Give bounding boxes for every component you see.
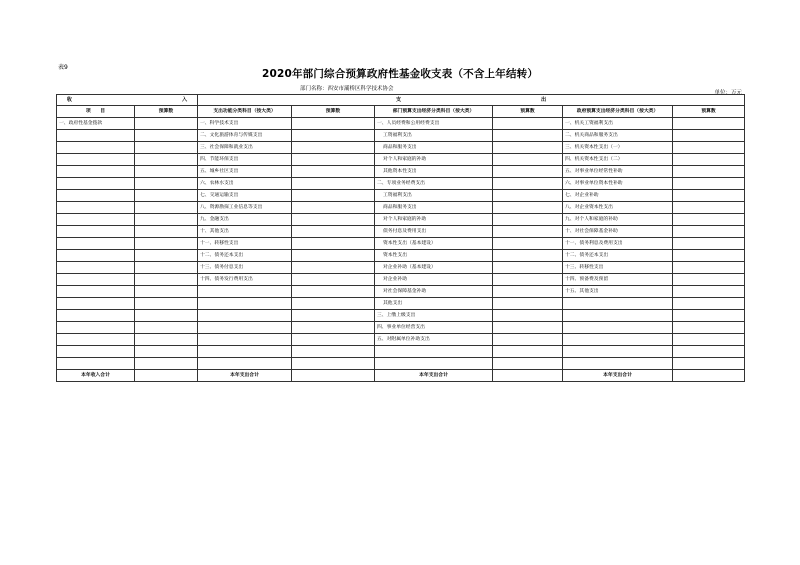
gov-econ-item-cell: 五、对事业单位经常性补助 [563,166,673,178]
func-class-amount-cell [292,178,375,190]
income-item-cell [57,130,135,142]
dept-econ-item-cell: 一、人员经费和公用经费支出 [375,118,493,130]
func-class-item-cell [198,346,292,358]
func-class-item-cell [198,358,292,370]
func-class-amount-cell [292,358,375,370]
gov-econ-amount-cell [673,190,745,202]
table-row [57,262,745,274]
func-class-item-cell [198,310,292,322]
gov-econ-amount-cell [673,310,745,322]
dept-econ-amount-cell [493,262,563,274]
dept-econ-item-cell [375,346,493,358]
income-item-cell [57,322,135,334]
func-class-item-cell: 三、社会保障和就业支出 [198,142,292,154]
func-class-item-cell: 二、文化旅游体育与传媒支出 [198,130,292,142]
table-row [57,166,745,178]
dept-econ-item-cell: 五、对附属单位补助支出 [375,334,493,346]
gov-econ-amount-cell [673,166,745,178]
income-item-cell [57,202,135,214]
expend-total-value-1 [292,370,375,382]
col-header-amount-1: 预算数 [135,106,198,118]
dept-econ-amount-cell [493,214,563,226]
dept-econ-amount-cell [493,298,563,310]
table-row [57,130,745,142]
expend-total-value-2 [493,370,563,382]
department-name: 部门名称：西安市灞桥区科学技术协会 [300,86,394,92]
func-class-item-cell [198,334,292,346]
dept-econ-amount-cell [493,178,563,190]
gov-econ-amount-cell [673,274,745,286]
func-class-amount-cell [292,250,375,262]
income-item-cell [57,358,135,370]
func-class-amount-cell [292,322,375,334]
gov-econ-item-cell: 三、机关资本性支出（一） [563,142,673,154]
func-class-item-cell: 十四、债务发行费用支出 [198,274,292,286]
table-number: 表9 [58,64,68,71]
func-class-item-cell: 十三、债务付息支出 [198,262,292,274]
dept-econ-amount-cell [493,310,563,322]
income-amount-cell [135,226,198,238]
dept-econ-item-cell: 工资福利支出 [375,190,493,202]
income-item-cell [57,178,135,190]
dept-econ-item-cell: 债务付息及费用支出 [375,226,493,238]
dept-econ-amount-cell [493,190,563,202]
expend-total-label-2: 本年支出合计 [375,370,493,382]
dept-econ-amount-cell [493,154,563,166]
func-class-item-cell: 六、农林水支出 [198,178,292,190]
income-amount-cell [135,322,198,334]
income-amount-cell [135,334,198,346]
dept-econ-amount-cell [493,334,563,346]
expend-total-value-3 [673,370,745,382]
gov-econ-amount-cell [673,334,745,346]
table-row [57,274,745,286]
expend-header-char-1: 支 [395,97,402,103]
income-item-cell [57,166,135,178]
total-row [57,370,745,382]
gov-econ-item-cell: 九、对个人和家庭的补助 [563,214,673,226]
table-row [57,190,745,202]
gov-econ-item-cell: 七、对企业补助 [563,190,673,202]
gov-econ-amount-cell [673,142,745,154]
income-amount-cell [135,154,198,166]
income-amount-cell [135,118,198,130]
gov-econ-item-cell: 十一、债务利息及费用支出 [563,238,673,250]
income-item-cell [57,262,135,274]
func-class-amount-cell [292,190,375,202]
dept-econ-item-cell: 商品和服务支出 [375,202,493,214]
income-item-cell [57,214,135,226]
budget-table [56,94,745,382]
col-header-dept-econ: 部门预算支出经济分类科目（按大类） [375,106,493,118]
table-row [57,226,745,238]
income-total-label: 本年收入合计 [57,370,135,382]
gov-econ-item-cell [563,358,673,370]
gov-econ-item-cell: 十四、预备费及预留 [563,274,673,286]
column-header-row [57,106,745,118]
dept-econ-amount-cell [493,142,563,154]
dept-econ-item-cell [375,358,493,370]
func-class-amount-cell [292,226,375,238]
dept-econ-amount-cell [493,322,563,334]
income-item-cell [57,226,135,238]
col-header-gov-econ: 政府预算支出经济分类科目（按大类） [563,106,673,118]
income-amount-cell [135,358,198,370]
dept-econ-item-cell: 工资福利支出 [375,130,493,142]
dept-econ-amount-cell [493,238,563,250]
income-amount-cell [135,130,198,142]
income-item-cell [57,274,135,286]
table-row [57,202,745,214]
func-class-item-cell: 一、科学技术支出 [198,118,292,130]
func-class-amount-cell [292,310,375,322]
expend-total-label-1: 本年支出合计 [198,370,292,382]
func-class-amount-cell [292,154,375,166]
dept-econ-item-cell: 商品和服务支出 [375,142,493,154]
func-class-item-cell: 十、其他支出 [198,226,292,238]
dept-econ-item-cell: 资本性支出（基本建设） [375,238,493,250]
gov-econ-amount-cell [673,262,745,274]
income-amount-cell [135,262,198,274]
gov-econ-amount-cell [673,214,745,226]
dept-econ-item-cell: 二、专项业务经费支出 [375,178,493,190]
dept-econ-item-cell: 对个人和家庭的补助 [375,154,493,166]
gov-econ-amount-cell [673,238,745,250]
gov-econ-item-cell [563,298,673,310]
income-header-char-1: 收 [66,97,72,103]
gov-econ-amount-cell [673,202,745,214]
dept-econ-amount-cell [493,130,563,142]
table-row [57,250,745,262]
table-row [57,334,745,346]
income-item-cell [57,154,135,166]
dept-econ-item-cell: 对社会保障基金补助 [375,286,493,298]
gov-econ-item-cell: 四、机关资本性支出（二） [563,154,673,166]
income-item-cell [57,310,135,322]
func-class-item-cell [198,322,292,334]
income-item-cell [57,238,135,250]
dept-econ-item-cell: 对个人和家庭的补助 [375,214,493,226]
gov-econ-amount-cell [673,346,745,358]
dept-econ-item-cell: 资本性支出 [375,250,493,262]
dept-econ-item-cell: 其他资本性支出 [375,166,493,178]
income-item-cell [57,298,135,310]
col-header-func-class: 支出功能分类科目（按大类） [198,106,292,118]
func-class-amount-cell [292,142,375,154]
gov-econ-item-cell: 十、对社会保障基金补助 [563,226,673,238]
func-class-amount-cell [292,118,375,130]
gov-econ-item-cell [563,310,673,322]
gov-econ-amount-cell [673,226,745,238]
income-amount-cell [135,250,198,262]
dept-econ-amount-cell [493,286,563,298]
dept-econ-amount-cell [493,250,563,262]
gov-econ-item-cell: 二、机关商品和服务支出 [563,130,673,142]
dept-econ-amount-cell [493,118,563,130]
income-total-value [135,370,198,382]
gov-econ-item-cell: 一、机关工资福利支出 [563,118,673,130]
func-class-amount-cell [292,262,375,274]
gov-econ-item-cell: 六、对事业单位资本性补助 [563,178,673,190]
income-amount-cell [135,298,198,310]
func-class-item-cell: 九、金融支出 [198,214,292,226]
col-header-item: 项 目 [57,106,135,118]
gov-econ-amount-cell [673,250,745,262]
income-item-cell [57,286,135,298]
income-item-cell [57,142,135,154]
gov-econ-amount-cell [673,178,745,190]
dept-econ-amount-cell [493,346,563,358]
table-row [57,178,745,190]
income-amount-cell [135,286,198,298]
table-row [57,286,745,298]
income-amount-cell [135,274,198,286]
table-row [57,358,745,370]
expend-total-label-3: 本年支出合计 [563,370,673,382]
gov-econ-amount-cell [673,322,745,334]
dept-econ-amount-cell [493,202,563,214]
income-section-header [57,95,198,106]
func-class-item-cell: 十一、转移性支出 [198,238,292,250]
func-class-item-cell [198,286,292,298]
dept-econ-amount-cell [493,166,563,178]
func-class-item-cell: 十二、债务还本支出 [198,250,292,262]
gov-econ-item-cell: 十三、转移性支出 [563,262,673,274]
func-class-amount-cell [292,214,375,226]
func-class-item-cell: 七、交通运输支出 [198,190,292,202]
func-class-amount-cell [292,298,375,310]
income-amount-cell [135,238,198,250]
dept-econ-item-cell: 三、上缴上级支出 [375,310,493,322]
gov-econ-item-cell [563,322,673,334]
gov-econ-amount-cell [673,118,745,130]
table-row [57,214,745,226]
dept-econ-amount-cell [493,358,563,370]
gov-econ-amount-cell [673,358,745,370]
func-class-amount-cell [292,130,375,142]
dept-econ-amount-cell [493,226,563,238]
income-item-cell [57,190,135,202]
func-class-item-cell: 五、城乡社区支出 [198,166,292,178]
col-header-amount-4: 预算数 [673,106,745,118]
gov-econ-amount-cell [673,154,745,166]
income-amount-cell [135,190,198,202]
income-amount-cell [135,310,198,322]
dept-econ-amount-cell [493,274,563,286]
func-class-item-cell [198,298,292,310]
expenditure-section-header [198,95,745,106]
col-header-amount-2: 预算数 [292,106,375,118]
expend-header-char-2: 出 [541,97,547,103]
dept-econ-item-cell: 对企业补助（基本建设） [375,262,493,274]
gov-econ-amount-cell [673,130,745,142]
unit-label: 单位：万元 [714,90,742,96]
income-amount-cell [135,202,198,214]
func-class-amount-cell [292,286,375,298]
income-item-cell [57,346,135,358]
dept-econ-item-cell: 四、事业单位经营支出 [375,322,493,334]
table-row [57,322,745,334]
income-amount-cell [135,166,198,178]
table-row [57,298,745,310]
income-amount-cell [135,346,198,358]
section-header-row [57,95,745,106]
gov-econ-item-cell [563,346,673,358]
income-item-cell: 一、政府性基金拨款 [57,118,135,130]
gov-econ-item-cell: 八、对企业资本性支出 [563,202,673,214]
gov-econ-item-cell: 十二、债务还本支出 [563,250,673,262]
func-class-item-cell: 四、节能环保支出 [198,154,292,166]
table-row [57,346,745,358]
income-amount-cell [135,142,198,154]
table-row [57,154,745,166]
income-amount-cell [135,178,198,190]
gov-econ-amount-cell [673,286,745,298]
dept-econ-item-cell: 其他支出 [375,298,493,310]
income-amount-cell [135,214,198,226]
gov-econ-item-cell: 十五、其他支出 [563,286,673,298]
func-class-amount-cell [292,334,375,346]
func-class-amount-cell [292,166,375,178]
income-header-char-2: 入 [182,97,188,103]
func-class-amount-cell [292,238,375,250]
dept-econ-item-cell: 对企业补助 [375,274,493,286]
table-row [57,238,745,250]
func-class-amount-cell [292,274,375,286]
income-item-cell [57,250,135,262]
income-item-cell [57,334,135,346]
table-row [57,142,745,154]
func-class-item-cell: 八、资源勘探工业信息等支出 [198,202,292,214]
col-header-amount-3: 预算数 [493,106,563,118]
page-title: 2020年部门综合预算政府性基金收支表（不含上年结转） [261,68,539,80]
table-row [57,310,745,322]
gov-econ-amount-cell [673,298,745,310]
func-class-amount-cell [292,346,375,358]
func-class-amount-cell [292,202,375,214]
table-row [57,118,745,130]
gov-econ-item-cell [563,334,673,346]
